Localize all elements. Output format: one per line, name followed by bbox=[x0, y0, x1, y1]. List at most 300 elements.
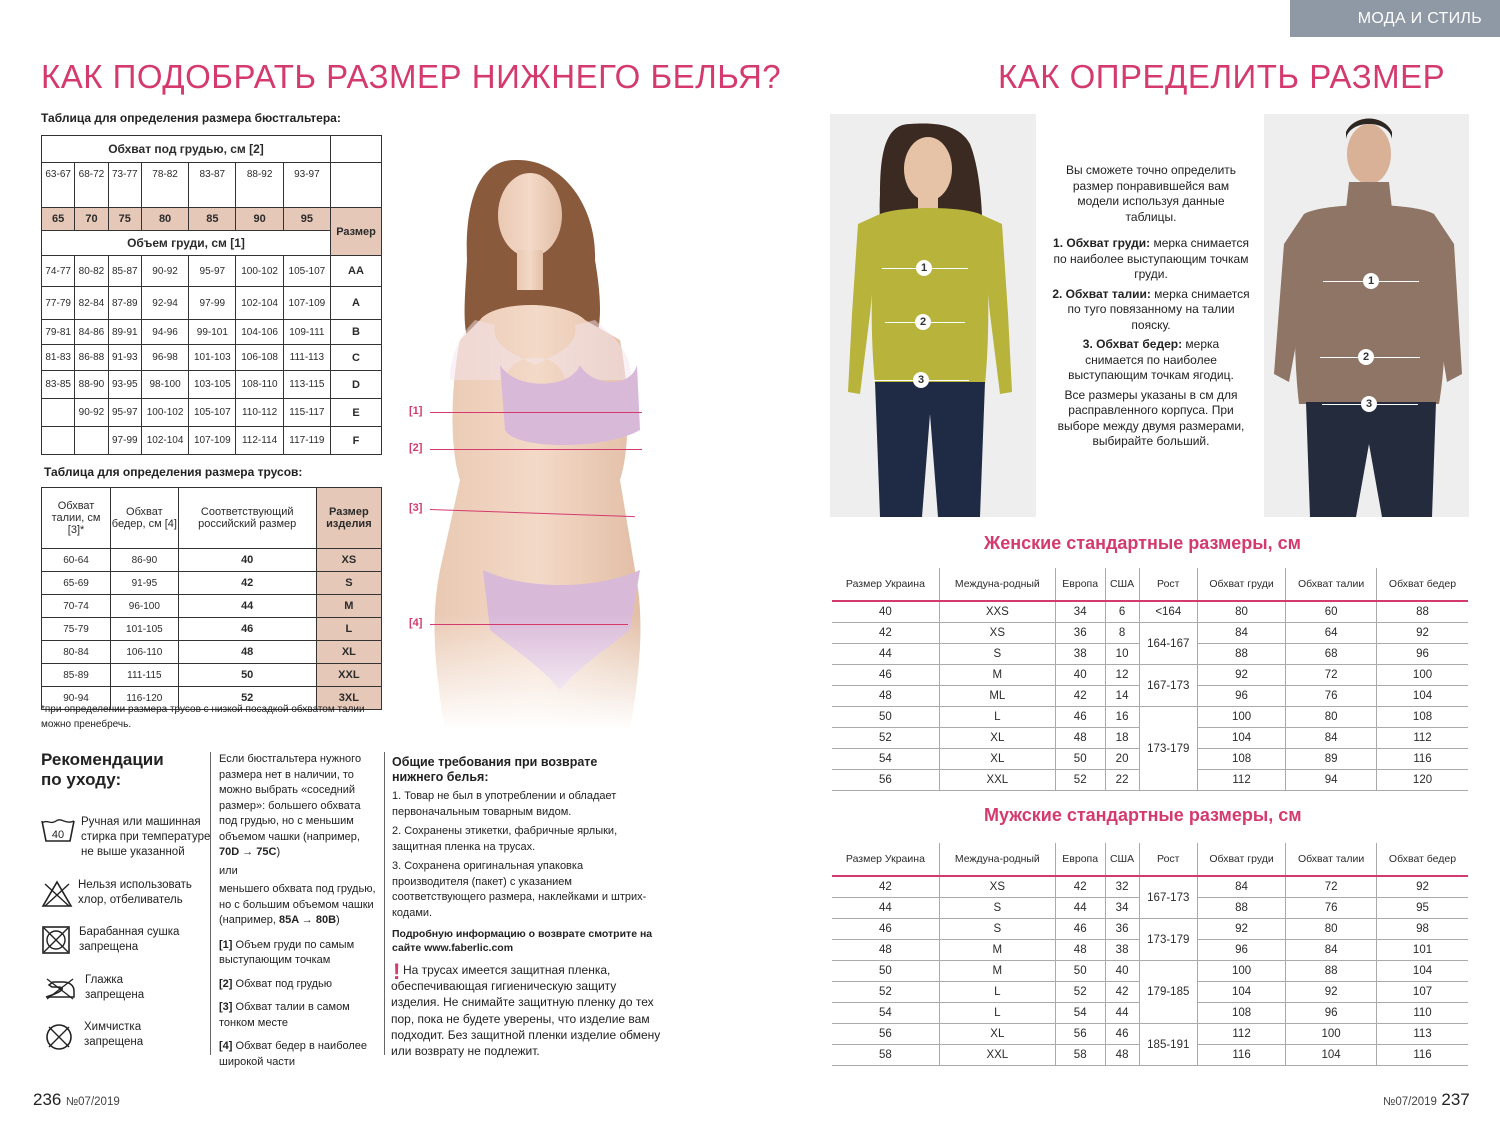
wash-40-icon bbox=[41, 817, 75, 843]
bust-range bbox=[42, 399, 75, 427]
men-size-table bbox=[832, 843, 1468, 1066]
bust-range: 91-93 bbox=[108, 345, 141, 371]
bust-range: 112-114 bbox=[236, 427, 283, 455]
empty-cell bbox=[331, 136, 382, 163]
section-tag: МОДА И СТИЛЬ bbox=[1290, 0, 1500, 37]
warning-mark: ! bbox=[393, 959, 401, 984]
panty-header-cell: Обхват талии, см [3]* bbox=[42, 488, 111, 549]
bust-range: 107-109 bbox=[189, 427, 236, 455]
returns-list: 1. Товар не был в употреблении и обладает первоначальным товарным видом. 2. Сохранены этикетки, фабричные ярлыки, защитная пленка на трусах. 3. Сохранена оригинальная упаковка производителя (пакет) с указанием соответствующего размера, наклейками и штрих-кодами. Подробную информацию о возврате смотрите на сайте www.faberlic.com bbox=[392, 790, 653, 954]
size-cell: XS bbox=[939, 876, 1055, 898]
cup-size: AA bbox=[331, 256, 382, 287]
men-sizes-title: Мужские стандартные размеры, см bbox=[984, 805, 1302, 825]
bust-range: 108-110 bbox=[236, 371, 283, 399]
size-cell: 42 bbox=[832, 876, 939, 898]
band-size: 75 bbox=[108, 208, 141, 231]
size-cell: 116 bbox=[1377, 1045, 1468, 1066]
women-size-row bbox=[832, 665, 1468, 686]
size-cell: S bbox=[939, 644, 1055, 665]
bust-range: 117-119 bbox=[283, 427, 330, 455]
bust-range: 79-81 bbox=[42, 320, 75, 345]
size-cell: XL bbox=[939, 1024, 1055, 1045]
size-cell: 92 bbox=[1377, 623, 1468, 644]
size-cell: 92 bbox=[1377, 876, 1468, 898]
bust-range: 90-92 bbox=[141, 256, 188, 287]
women-size-row bbox=[832, 601, 1468, 623]
size-cell: 46 bbox=[832, 919, 939, 940]
women-size-row bbox=[832, 707, 1468, 728]
panty-cell: XS bbox=[316, 549, 381, 572]
size-cell: XL bbox=[939, 749, 1055, 770]
size-cell: XS bbox=[939, 623, 1055, 644]
size-cell: 84 bbox=[1286, 940, 1377, 961]
panty-cell: 85-89 bbox=[42, 664, 111, 687]
size-cell: 42 bbox=[1055, 876, 1105, 898]
bust-range: 85-87 bbox=[108, 256, 141, 287]
size-cell: 60 bbox=[1286, 601, 1377, 623]
no-tumble-dry-icon bbox=[41, 925, 71, 955]
men-size-row bbox=[832, 961, 1468, 982]
band-size: 70 bbox=[75, 208, 108, 231]
size-cell: 116 bbox=[1197, 1045, 1285, 1066]
underbust-range: 93-97 bbox=[283, 163, 330, 208]
column-header: Европа bbox=[1055, 568, 1105, 601]
size-cell: M bbox=[939, 940, 1055, 961]
callout-1: [1] bbox=[409, 405, 423, 417]
size-cell: 104 bbox=[1197, 982, 1285, 1003]
bra-underbust-header-row bbox=[42, 136, 382, 163]
callout-line-4 bbox=[430, 624, 628, 625]
size-cell: 68 bbox=[1286, 644, 1377, 665]
def-2: [2] Обхват под грудью bbox=[219, 977, 333, 990]
size-cell: 56 bbox=[1055, 1024, 1105, 1045]
cup-size: A bbox=[331, 287, 382, 320]
bust-header: Объем груди, см [1] bbox=[42, 231, 331, 256]
panty-cell: 116-120 bbox=[111, 687, 179, 710]
size-cell: 42 bbox=[832, 623, 939, 644]
size-cell: 56 bbox=[832, 770, 939, 791]
size-cell: 104 bbox=[1286, 1045, 1377, 1066]
size-cell: 36 bbox=[1055, 623, 1105, 644]
size-cell: 104 bbox=[1377, 961, 1468, 982]
underbust-range: 68-72 bbox=[75, 163, 108, 208]
women-header-row bbox=[832, 568, 1468, 601]
underbust-range: 73-77 bbox=[108, 163, 141, 208]
panty-row bbox=[42, 641, 382, 664]
bust-range: 84-86 bbox=[75, 320, 108, 345]
size-cell: 80 bbox=[1286, 919, 1377, 940]
bust-range: 98-100 bbox=[141, 371, 188, 399]
size-cell: 18 bbox=[1105, 728, 1139, 749]
bust-range bbox=[42, 427, 75, 455]
panty-row bbox=[42, 664, 382, 687]
panty-cell: 48 bbox=[178, 641, 316, 664]
bust-range: 83-85 bbox=[42, 371, 75, 399]
size-cell: 52 bbox=[1055, 982, 1105, 1003]
size-cell: 50 bbox=[1055, 961, 1105, 982]
bust-range: 100-102 bbox=[141, 399, 188, 427]
panty-cell: 111-115 bbox=[111, 664, 179, 687]
bust-range: 77-79 bbox=[42, 287, 75, 320]
size-cell: 16 bbox=[1105, 707, 1139, 728]
size-cell: 64 bbox=[1286, 623, 1377, 644]
size-cell: S bbox=[939, 898, 1055, 919]
size-header: Размер bbox=[331, 208, 382, 256]
size-cell: 48 bbox=[1105, 1045, 1139, 1066]
bust-range: 107-109 bbox=[283, 287, 330, 320]
column-header: Междуна-родный bbox=[939, 568, 1055, 601]
size-cell: 40 bbox=[1105, 961, 1139, 982]
bust-range: 101-103 bbox=[189, 345, 236, 371]
lingerie-model-photo bbox=[405, 150, 670, 730]
panty-cell: 42 bbox=[178, 572, 316, 595]
panty-cell: 44 bbox=[178, 595, 316, 618]
bust-range: 105-107 bbox=[283, 256, 330, 287]
band-size: 80 bbox=[141, 208, 188, 231]
size-cell: 104 bbox=[1377, 686, 1468, 707]
svg-text:40: 40 bbox=[51, 829, 65, 841]
cup-size: C bbox=[331, 345, 382, 371]
women-size-table bbox=[832, 568, 1468, 791]
size-cell: L bbox=[939, 1003, 1055, 1024]
size-cell: 100 bbox=[1377, 665, 1468, 686]
size-cell: 92 bbox=[1197, 919, 1285, 940]
column-header: Рост bbox=[1139, 568, 1197, 601]
size-cell: 48 bbox=[1055, 728, 1105, 749]
size-cell: 92 bbox=[1286, 982, 1377, 1003]
women-size-row bbox=[832, 623, 1468, 644]
man-marker-3: 3 bbox=[1361, 396, 1377, 412]
bra-cup-row bbox=[42, 256, 382, 287]
panty-cell: M bbox=[316, 595, 381, 618]
size-cell: 98 bbox=[1377, 919, 1468, 940]
bra-cup-row bbox=[42, 320, 382, 345]
panty-row bbox=[42, 572, 382, 595]
panty-cell: 60-64 bbox=[42, 549, 111, 572]
size-cell: 48 bbox=[832, 940, 939, 961]
size-cell: 6 bbox=[1105, 601, 1139, 623]
no-bleach-icon bbox=[41, 880, 73, 908]
panty-header-cell: Размер изделия bbox=[316, 488, 381, 549]
bust-range: 109-111 bbox=[283, 320, 330, 345]
cup-size: F bbox=[331, 427, 382, 455]
size-cell: 104 bbox=[1197, 728, 1285, 749]
callout-4: [4] bbox=[409, 617, 423, 629]
height-cell: 173-179 bbox=[1139, 707, 1197, 791]
bust-range: 97-99 bbox=[108, 427, 141, 455]
size-cell: 94 bbox=[1286, 770, 1377, 791]
panty-cell: L bbox=[316, 618, 381, 641]
size-cell: 52 bbox=[832, 982, 939, 1003]
panty-row bbox=[42, 595, 382, 618]
size-cell: 46 bbox=[1105, 1024, 1139, 1045]
panty-row bbox=[42, 549, 382, 572]
no-iron-icon bbox=[43, 977, 77, 1001]
left-footer bbox=[33, 1090, 120, 1110]
size-cell: 112 bbox=[1377, 728, 1468, 749]
size-cell: 110 bbox=[1377, 1003, 1468, 1024]
men-header-row bbox=[832, 843, 1468, 876]
height-cell: 167-173 bbox=[1139, 876, 1197, 919]
bust-range: 105-107 bbox=[189, 399, 236, 427]
size-cell: 88 bbox=[1286, 961, 1377, 982]
bust-range: 95-97 bbox=[108, 399, 141, 427]
def-3: [3] Обхват талии в самом тонком месте bbox=[219, 1001, 350, 1029]
size-cell: 100 bbox=[1197, 707, 1285, 728]
size-cell: 84 bbox=[1197, 876, 1285, 898]
size-cell: 54 bbox=[832, 749, 939, 770]
size-cell: 96 bbox=[1197, 686, 1285, 707]
empty-cell bbox=[331, 163, 382, 208]
bust-range: 102-104 bbox=[141, 427, 188, 455]
height-cell: 173-179 bbox=[1139, 919, 1197, 961]
size-cell: 113 bbox=[1377, 1024, 1468, 1045]
column-header: Обхват груди bbox=[1197, 843, 1285, 876]
size-cell: 72 bbox=[1286, 876, 1377, 898]
size-cell: L bbox=[939, 707, 1055, 728]
underbust-range: 78-82 bbox=[141, 163, 188, 208]
size-cell: 120 bbox=[1377, 770, 1468, 791]
panty-cell: 65-69 bbox=[42, 572, 111, 595]
care-divider bbox=[210, 752, 211, 1055]
bra-underbust-row bbox=[42, 163, 382, 208]
size-cell: 88 bbox=[1197, 898, 1285, 919]
size-cell: 42 bbox=[1105, 982, 1139, 1003]
size-cell: 44 bbox=[832, 898, 939, 919]
height-cell: <164 bbox=[1139, 601, 1197, 623]
right-page-title: КАК ОПРЕДЕЛИТЬ РАЗМЕР bbox=[998, 58, 1446, 95]
bust-range: 89-91 bbox=[108, 320, 141, 345]
size-cell: 44 bbox=[1105, 1003, 1139, 1024]
measurement-instructions: Вы сможете точно определить размер понравившейся вам модели используя данные таблицы. 1. Обхват груди: мерка снимается по наиболее выступающим точкам груди. 2. Обхват талии: мерка снимается по туго повязанному на талии пояску. 3. Обхват бедер: мерка снимается по наиболее выступающим точкам ягодиц. Все размеры указаны в см для расправленного корпуса. При выборе между двумя размерами, выбирайте больший. bbox=[1052, 163, 1250, 448]
size-cell: 96 bbox=[1286, 1003, 1377, 1024]
care-title: Рекомендации по уходу: bbox=[41, 750, 164, 789]
bust-range: 113-115 bbox=[283, 371, 330, 399]
size-cell: 48 bbox=[1055, 940, 1105, 961]
left-page-title: КАК ПОДОБРАТЬ РАЗМЕР НИЖНЕГО БЕЛЬЯ? bbox=[41, 58, 782, 95]
size-cell: XXL bbox=[939, 770, 1055, 791]
size-cell: 112 bbox=[1197, 770, 1285, 791]
bra-cup-row bbox=[42, 399, 382, 427]
bust-range: 80-82 bbox=[75, 256, 108, 287]
panty-cell: 3XL bbox=[316, 687, 381, 710]
size-cell: 92 bbox=[1197, 665, 1285, 686]
size-cell: 10 bbox=[1105, 644, 1139, 665]
size-cell: 42 bbox=[1055, 686, 1105, 707]
panty-cell: 86-90 bbox=[111, 549, 179, 572]
bust-range: 82-84 bbox=[75, 287, 108, 320]
size-cell: 20 bbox=[1105, 749, 1139, 770]
column-header: Обхват груди bbox=[1197, 568, 1285, 601]
height-cell: 167-173 bbox=[1139, 665, 1197, 707]
man-model-photo bbox=[1264, 114, 1469, 517]
cup-size: E bbox=[331, 399, 382, 427]
woman-model-photo bbox=[830, 114, 1036, 517]
panty-cell: 52 bbox=[178, 687, 316, 710]
man-marker-2: 2 bbox=[1358, 349, 1374, 365]
size-cell: M bbox=[939, 961, 1055, 982]
height-cell: 179-185 bbox=[1139, 961, 1197, 1024]
size-cell: 40 bbox=[832, 601, 939, 623]
def-1: [1] Объем груди по самым выступающим точкам bbox=[219, 938, 355, 966]
size-cell: 108 bbox=[1197, 1003, 1285, 1024]
size-cell: 34 bbox=[1055, 601, 1105, 623]
bra-table-caption: Таблица для определения размера бюстгальтера: bbox=[41, 111, 341, 125]
woman-marker-1: 1 bbox=[916, 260, 932, 276]
size-cell: 36 bbox=[1105, 919, 1139, 940]
bra-size-table bbox=[41, 135, 382, 455]
man-marker-1: 1 bbox=[1363, 273, 1379, 289]
bra-cup-row bbox=[42, 345, 382, 371]
size-cell: 44 bbox=[1055, 898, 1105, 919]
bra-cup-row bbox=[42, 427, 382, 455]
band-size: 65 bbox=[42, 208, 75, 231]
panty-cell: 101-105 bbox=[111, 618, 179, 641]
men-size-row bbox=[832, 876, 1468, 898]
bust-range: 94-96 bbox=[141, 320, 188, 345]
size-cell: 107 bbox=[1377, 982, 1468, 1003]
bust-range: 115-117 bbox=[283, 399, 330, 427]
size-cell: 84 bbox=[1197, 623, 1285, 644]
size-cell: 58 bbox=[832, 1045, 939, 1066]
underbust-range: 83-87 bbox=[189, 163, 236, 208]
column-header: Обхват талии bbox=[1286, 568, 1377, 601]
bust-range: 81-83 bbox=[42, 345, 75, 371]
size-cell: 80 bbox=[1286, 707, 1377, 728]
column-header: США bbox=[1105, 568, 1139, 601]
column-header: Междуна-родный bbox=[939, 843, 1055, 876]
panty-footnote: *при определении размера трусов с низкой посадкой обхватом талии можно пренебречь. bbox=[41, 704, 365, 730]
panty-cell: S bbox=[316, 572, 381, 595]
panty-header-row bbox=[42, 488, 382, 549]
men-size-row bbox=[832, 919, 1468, 940]
woman-marker-3: 3 bbox=[913, 372, 929, 388]
bust-range: 87-89 bbox=[108, 287, 141, 320]
size-cell: 96 bbox=[1197, 940, 1285, 961]
panty-cell: 106-110 bbox=[111, 641, 179, 664]
height-cell: 185-191 bbox=[1139, 1024, 1197, 1066]
size-cell: 100 bbox=[1286, 1024, 1377, 1045]
bust-range: 96-98 bbox=[141, 345, 188, 371]
size-cell: 54 bbox=[832, 1003, 939, 1024]
bust-range: 99-101 bbox=[189, 320, 236, 345]
def-4: [4] Обхват бедер в наиболее широкой части bbox=[219, 1040, 368, 1068]
underbust-range: 63-67 bbox=[42, 163, 75, 208]
size-cell: 46 bbox=[832, 665, 939, 686]
panty-table-caption: Таблица для определения размера трусов: bbox=[44, 465, 303, 479]
panty-cell: 96-100 bbox=[111, 595, 179, 618]
callout-line-2 bbox=[430, 449, 642, 450]
bra-cup-row bbox=[42, 371, 382, 399]
woman-marker-2: 2 bbox=[915, 314, 931, 330]
size-cell: L bbox=[939, 982, 1055, 1003]
measure-chest: 1. Обхват груди: мерка снимается по наиболее выступающим точкам груди. bbox=[1053, 236, 1249, 281]
size-cell: 22 bbox=[1105, 770, 1139, 791]
size-cell: 89 bbox=[1286, 749, 1377, 770]
right-issue: №07/2019 bbox=[1383, 1096, 1437, 1108]
bra-cup-row bbox=[42, 287, 382, 320]
size-cell: 56 bbox=[832, 1024, 939, 1045]
column-header: Обхват бедер bbox=[1377, 568, 1468, 601]
size-cell: 52 bbox=[832, 728, 939, 749]
size-cell: 95 bbox=[1377, 898, 1468, 919]
panty-cell: 40 bbox=[178, 549, 316, 572]
advice-divider bbox=[384, 752, 385, 1055]
size-cell: XXS bbox=[939, 601, 1055, 623]
band-size: 95 bbox=[283, 208, 330, 231]
advice-column: Если бюстгальтера нужного размера нет в наличии, то можно выбрать «соседний размер»: большего обхвата под грудью, но с меньшим объемом чашки (например, 70D → 75C) или меньшего обхвата под грудью, но с большим объемом чашки (например, 85A → 80B) [1] Объем груди по самым выступающим точкам [2] Обхват под грудью [3] Обхват талии в самом тонком месте [4] Обхват бедер в наиболее широкой части bbox=[219, 752, 381, 1070]
size-cell: XL bbox=[939, 728, 1055, 749]
bust-range: 100-102 bbox=[236, 256, 283, 287]
no-dry-clean-icon bbox=[44, 1022, 74, 1052]
right-footer bbox=[1383, 1090, 1470, 1110]
callout-line-1 bbox=[430, 412, 642, 413]
size-cell: 96 bbox=[1377, 644, 1468, 665]
size-cell: 40 bbox=[1055, 665, 1105, 686]
size-cell: 72 bbox=[1286, 665, 1377, 686]
women-sizes-title: Женские стандартные размеры, см bbox=[984, 533, 1301, 553]
column-header: Рост bbox=[1139, 843, 1197, 876]
bust-range: 95-97 bbox=[189, 256, 236, 287]
underbust-header: Обхват под грудью, см [2] bbox=[42, 136, 331, 163]
column-header: США bbox=[1105, 843, 1139, 876]
bust-range: 90-92 bbox=[75, 399, 108, 427]
panty-cell: 80-84 bbox=[42, 641, 111, 664]
panty-header-cell: Обхват бедер, см [4] bbox=[111, 488, 179, 549]
panty-cell: XL bbox=[316, 641, 381, 664]
bust-range: 104-106 bbox=[236, 320, 283, 345]
left-page-number: 236 bbox=[33, 1090, 62, 1109]
panty-header-cell: Соответствующий российский размер bbox=[178, 488, 316, 549]
returns-title: Общие требования при возврате нижнего белья: bbox=[392, 755, 598, 784]
left-issue: №07/2019 bbox=[65, 1096, 120, 1108]
size-cell: 76 bbox=[1286, 686, 1377, 707]
size-cell: 80 bbox=[1197, 601, 1285, 623]
size-cell: 46 bbox=[1055, 707, 1105, 728]
men-size-row bbox=[832, 1024, 1468, 1045]
bust-range: 88-90 bbox=[75, 371, 108, 399]
size-cell: 76 bbox=[1286, 898, 1377, 919]
column-header: Обхват бедер bbox=[1377, 843, 1468, 876]
bust-range: 92-94 bbox=[141, 287, 188, 320]
size-cell: 101 bbox=[1377, 940, 1468, 961]
size-cell: 34 bbox=[1105, 898, 1139, 919]
callout-3: [3] bbox=[409, 502, 423, 514]
underbust-range: 88-92 bbox=[236, 163, 283, 208]
panty-cell: 70-74 bbox=[42, 595, 111, 618]
size-cell: 38 bbox=[1055, 644, 1105, 665]
bust-range: 97-99 bbox=[189, 287, 236, 320]
panty-cell: 46 bbox=[178, 618, 316, 641]
panty-cell: XXL bbox=[316, 664, 381, 687]
size-cell: 14 bbox=[1105, 686, 1139, 707]
callout-2: [2] bbox=[409, 442, 423, 454]
panty-cell: 75-79 bbox=[42, 618, 111, 641]
column-header: Европа bbox=[1055, 843, 1105, 876]
bust-range: 93-95 bbox=[108, 371, 141, 399]
size-cell: 58 bbox=[1055, 1045, 1105, 1066]
size-cell: 88 bbox=[1377, 601, 1468, 623]
right-page-number: 237 bbox=[1441, 1090, 1470, 1109]
panty-cell: 50 bbox=[178, 664, 316, 687]
panty-size-table bbox=[41, 487, 382, 710]
size-cell: 52 bbox=[1055, 770, 1105, 791]
measure-waist: 2. Обхват талии: мерка снимается по туго повязанному на талии пояску. bbox=[1052, 286, 1250, 332]
height-cell: 164-167 bbox=[1139, 623, 1197, 665]
size-cell: ML bbox=[939, 686, 1055, 707]
band-size: 85 bbox=[189, 208, 236, 231]
bust-range: 102-104 bbox=[236, 287, 283, 320]
